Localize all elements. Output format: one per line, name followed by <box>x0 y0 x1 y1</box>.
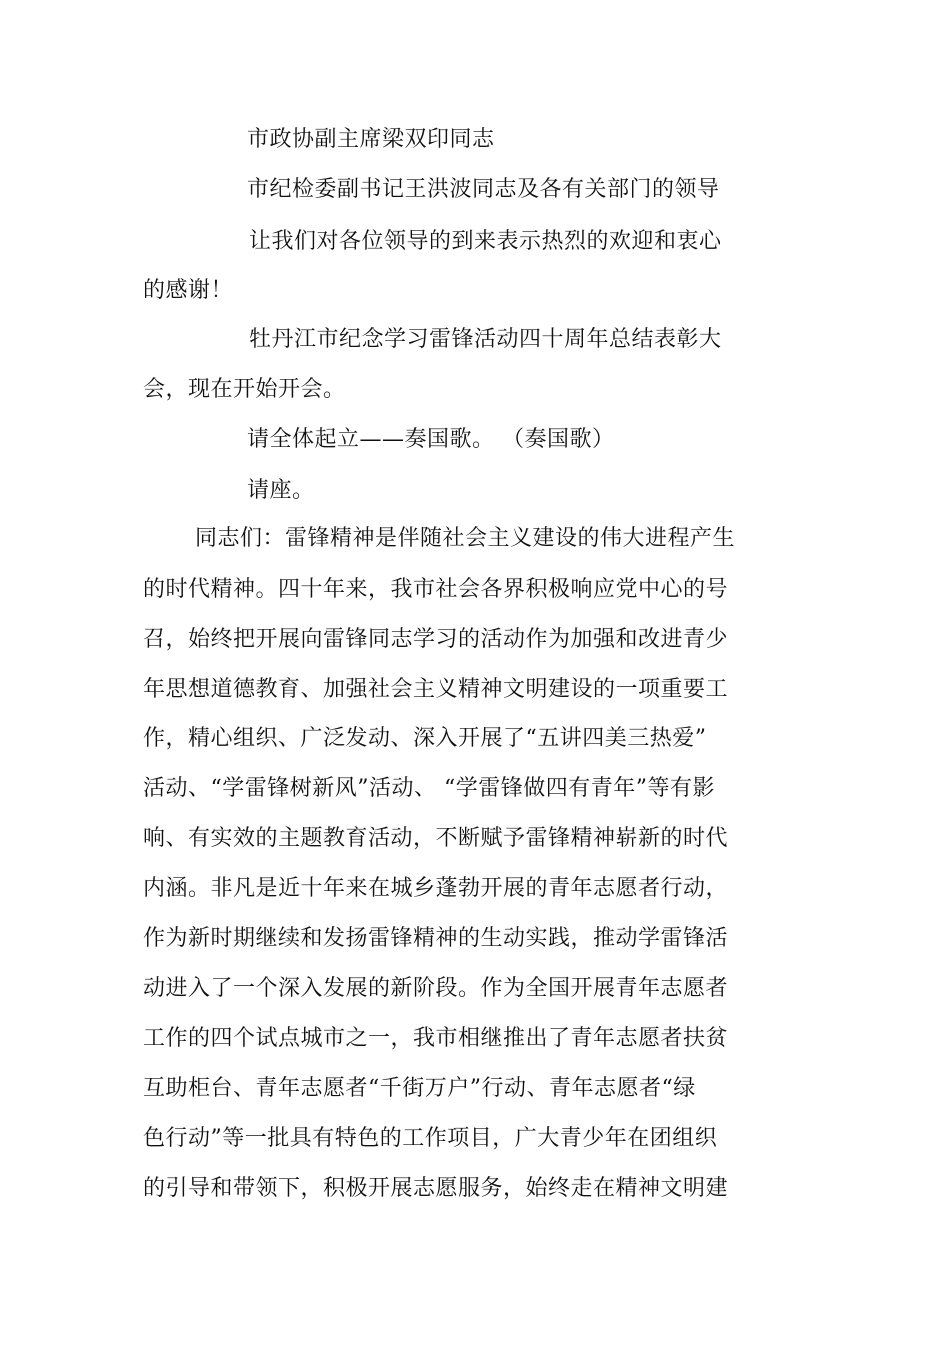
text-line: 作，精心组织、广泛发动、深入开展了“五讲四美三热爱” <box>143 726 707 751</box>
text-line: 的引导和带领下，积极开展志愿服务，始终走在精神文明建 <box>143 1176 729 1201</box>
text-line: 的时代精神。四十年来，我市社会各界积极响应党中心的号 <box>143 577 729 602</box>
text-line: 响、有实效的主题教育活动，不断赋予雷锋精神崭新的时代 <box>143 826 729 851</box>
text-line: 召，始终把开展向雷锋同志学习的活动作为加强和改进青少 <box>143 627 729 652</box>
text-line: 市政协副主席梁双印同志 <box>247 127 495 152</box>
text-line: 请全体起立——奏国歌。 （奏国歌） <box>247 427 615 452</box>
text-line: 动进入了一个深入发展的新阶段。作为全国开展青年志愿者 <box>143 976 729 1001</box>
text-line: 互助柜台、青年志愿者“千街万户”行动、青年志愿者“绿 <box>143 1076 696 1101</box>
text-line: 同志们：雷锋精神是伴随社会主义建设的伟大进程产生 <box>195 526 736 551</box>
text-line: 年思想道德教育、加强社会主义精神文明建设的一项重要工 <box>143 677 729 702</box>
text-line: 的感谢！ <box>143 278 234 303</box>
text-line: 请座。 <box>247 478 315 503</box>
text-line: 色行动”等一批具有特色的工作项目，广大青少年在团组织 <box>143 1126 718 1151</box>
text-line: 会，现在开始开会。 <box>143 377 346 402</box>
text-line: 让我们对各位领导的到来表示热烈的欢迎和衷心 <box>249 229 722 254</box>
text-line: 内涵。非凡是近十年来在城乡蓬勃开展的青年志愿者行动， <box>143 876 729 901</box>
text-line: 市纪检委副书记王洪波同志及各有关部门的领导 <box>247 177 720 202</box>
text-line: 活动、“学雷锋树新风”活动、 “学雷锋做四有青年”等有影 <box>143 776 715 801</box>
text-line: 工作的四个试点城市之一，我市相继推出了青年志愿者扶贫 <box>143 1026 729 1051</box>
text-line: 作为新时期继续和发扬雷锋精神的生动实践，推动学雷锋活 <box>143 926 729 951</box>
text-line: 牡丹江市纪念学习雷锋活动四十周年总结表彰大 <box>249 327 722 352</box>
